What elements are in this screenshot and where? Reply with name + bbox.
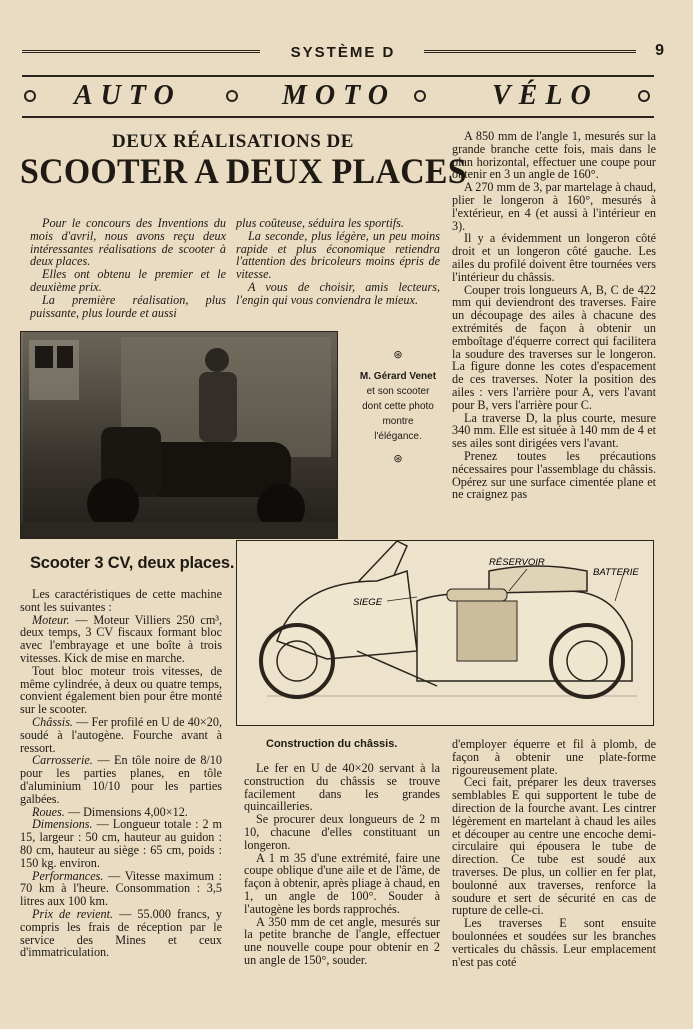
header-rule-left [22, 50, 260, 53]
section-ornament-icon [226, 90, 238, 102]
spec-text: — 55.000 francs, y compris les frais de réception par le service des Mines et ceux d'immatriculation. [20, 906, 222, 960]
label-reservoir: RÉSERVOIR [489, 557, 545, 568]
body-paragraph: Ceci fait, préparer les deux traverses semblables E qui supportent le tube de direction de la fourche avant. Les cintrer légèrement en martelant à chaud les ailes et découper au centre une encoche demi-circulaire qui épousera le tube de direction. Ce tube est soudé aux traverses. De plus, un collier en fer plat, boulonné aux traverses, renforce la soudure et sert de sécurité en cas de rupture de celle-ci. [452, 775, 656, 918]
spec-label: Châssis. [32, 714, 73, 729]
spec-text: — Moteur Villiers 250 cm³, deux temps, 3 CV fiscaux formant bloc avec l'embrayage et une boîte à trois vitesses. Kick de mise en marche. [20, 612, 222, 665]
spec-label: Performances. [32, 868, 104, 883]
spec-label: Dimensions. [32, 817, 93, 832]
spec-label: Prix de revient. [32, 906, 114, 921]
spec-text: — Longueur totale : 2 m 15, largeur : 50 cm, hauteur au guidon : 80 cm, hauteur au siège : 65 cm, poids : 150 kg. environ. [20, 817, 222, 870]
body-paragraph: La traverse D, la plus courte, mesure 340 mm. Elle est située à 140 mm de 4 et ses ailes sont dirigées vers l'avant. [452, 410, 656, 451]
body-paragraph: A 270 mm de 3, par martelage à chaud, plier le longeron à 160°, mesurés à l'extérieur, en 4 (et aussi à l'intérieur en 3). [452, 180, 656, 233]
section-word-moto: MOTO [282, 80, 396, 111]
scooter-diagram [237, 541, 653, 725]
spec-item [20, 665, 222, 716]
article-title: SCOOTER A DEUX PLACES [20, 151, 467, 191]
spec-label: Moteur. [32, 612, 70, 627]
body-paragraph: Se procurer deux longueurs de 2 m 10, chacune d'elles constituant un longeron. [244, 812, 440, 852]
caption-line: montre [382, 416, 414, 427]
specs-intro: Les caractéristiques de cette machine sont les suivantes : [20, 588, 222, 614]
intro-paragraph: Pour le concours des Inventions du mois d'avril, nous avons reçu deux intéressantes réalisations de scooter à deux places. [30, 216, 226, 269]
caption-line: M. Gérard Venet [359, 371, 437, 382]
body-paragraph: Le fer en U de 40×20 servant à la construction du châssis se trouve facilement dans les grandes quincailleries. [244, 762, 440, 814]
caption-marker-icon: ⊛ [393, 349, 403, 361]
spec-item [20, 818, 222, 869]
section-word-auto: AUTO [74, 80, 182, 111]
intro-paragraph: plus coûteuse, séduira les sportifs. [236, 216, 404, 230]
chassis-subhead: Construction du châssis. [266, 738, 398, 750]
header-rule-right [424, 50, 636, 53]
caption-line: et son scooter [366, 386, 430, 397]
chassis-column [244, 762, 440, 978]
body-paragraph: A 350 mm de cet angle, mesurés sur la petite branche de l'angle, effectuer une nouvelle coupe pour obtenir en 2 un angle de 150°, souder. [244, 914, 440, 967]
bottom-right-column [452, 738, 656, 1000]
intro-right-column [236, 217, 440, 307]
section-word-velo: VÉLO [492, 80, 599, 111]
body-paragraph: d'employer équerre et fil à plomb, de façon à obtenir une plate-forme rigoureusement plate. [452, 738, 656, 777]
spec-item [20, 908, 222, 959]
label-batterie: BATTERIE [593, 567, 639, 578]
scooter-photo-image [21, 332, 337, 538]
intro-paragraph: A vous de choisir, amis lecteurs, l'engin qui vous conviendra le mieux. [236, 279, 440, 307]
spec-text: — Vitesse maximum : 70 km à l'heure. Consommation : 3,5 litres aux 100 km. [20, 868, 222, 909]
caption-line: l'élégance. [374, 431, 422, 442]
spec-text: — En tôle noire de 8/10 pour les parties planes, en tôle d'aluminium 10/10 pour les parties galbées. [20, 753, 222, 806]
section-rule-top [22, 75, 654, 77]
page-number: 9 [655, 42, 664, 59]
body-paragraph: Prenez toutes les précautions nécessaires pour l'assemblage du châssis. Opérez sur une surface cimentée plane et ne craignez pas [452, 448, 656, 502]
intro-paragraph: La première réalisation, plus puissante, plus lourde et aussi [30, 292, 226, 320]
section-ornament-icon [638, 90, 650, 102]
scooter-photo [20, 331, 338, 539]
caption-line: dont cette photo [362, 401, 434, 412]
article-kicker: DEUX RÉALISATIONS DE [112, 131, 354, 152]
spec-item [20, 754, 222, 805]
section-rule-bottom [22, 116, 654, 118]
body-paragraph: Les traverses E sont ensuite boulonnées et soudées sur les branches verticales du châssis. Leur emplacement n'est pas coté [452, 916, 656, 969]
spec-label: Roues. [32, 804, 65, 819]
scooter-drawing [236, 540, 654, 726]
body-paragraph: A 850 mm de l'angle 1, mesurés sur la grande branche cette fois, mais dans le plan horizontal, effectuer une coupe pour obtenir en 3 un angle de 160°. [452, 130, 656, 182]
spec-label: Carrosserie. [32, 753, 93, 768]
spec-item [20, 870, 222, 908]
body-paragraph: Couper trois longueurs A, B, C de 422 mm qui deviendront des traverses. Faire un découpage des ailes à chacune des extrémités de façon à obtenir un emboîtage d'équerre correct qui facilitera la soudure des traverses sur le longeron. La figure donne les cotes d'espacement de ces traverses. Noter la position des ailes : vers l'arrière pour A, vers l'avant pour B, vers l'arrière pour C. [452, 282, 656, 412]
section-ornament-icon [24, 90, 36, 102]
specs-column [20, 588, 222, 978]
intro-paragraph: Elles ont obtenu le premier et le deuxième prix. [30, 267, 226, 294]
intro-paragraph: La seconde, plus légère, un peu moins rapide et plus économique retiendra l'attention des bricoleurs moins épris de vitesse. [236, 228, 440, 282]
spec-text: Tout bloc moteur trois vitesses, de même cylindrée, à deux ou quatre temps, convient également bien pour être monté sur le scooter. [20, 663, 222, 717]
caption-marker-icon: ⊛ [393, 453, 403, 465]
right-column [452, 130, 656, 526]
spec-text: — Dimensions 4,00×12. [64, 804, 188, 819]
intro-left-column [30, 217, 226, 319]
section-ornament-icon [414, 90, 426, 102]
photo-caption [346, 348, 450, 467]
label-siege: SIEGE [353, 597, 383, 608]
body-paragraph: A 1 m 35 d'une extrémité, faire une coupe oblique d'une aile et de l'âme, de façon à obtenir, après pliage à chaud, en 1, un angle de 100°. Souder à l'autogène les bords rapprochés. [244, 850, 440, 916]
spec-item [20, 716, 222, 754]
magazine-name: SYSTÈME D [290, 44, 396, 61]
spec-item [20, 614, 222, 665]
body-paragraph: Il y a évidemment un longeron côté droit et un longeron côté gauche. Les ailes du profilé doivent être tournées vers l'intérieur du châssis. [452, 231, 656, 284]
specs-subhead: Scooter 3 CV, deux places. [30, 554, 235, 572]
spec-text: — Fer profilé en U de 40×20, soudé à l'autogène. Fourche avant à ressort. [20, 714, 222, 755]
